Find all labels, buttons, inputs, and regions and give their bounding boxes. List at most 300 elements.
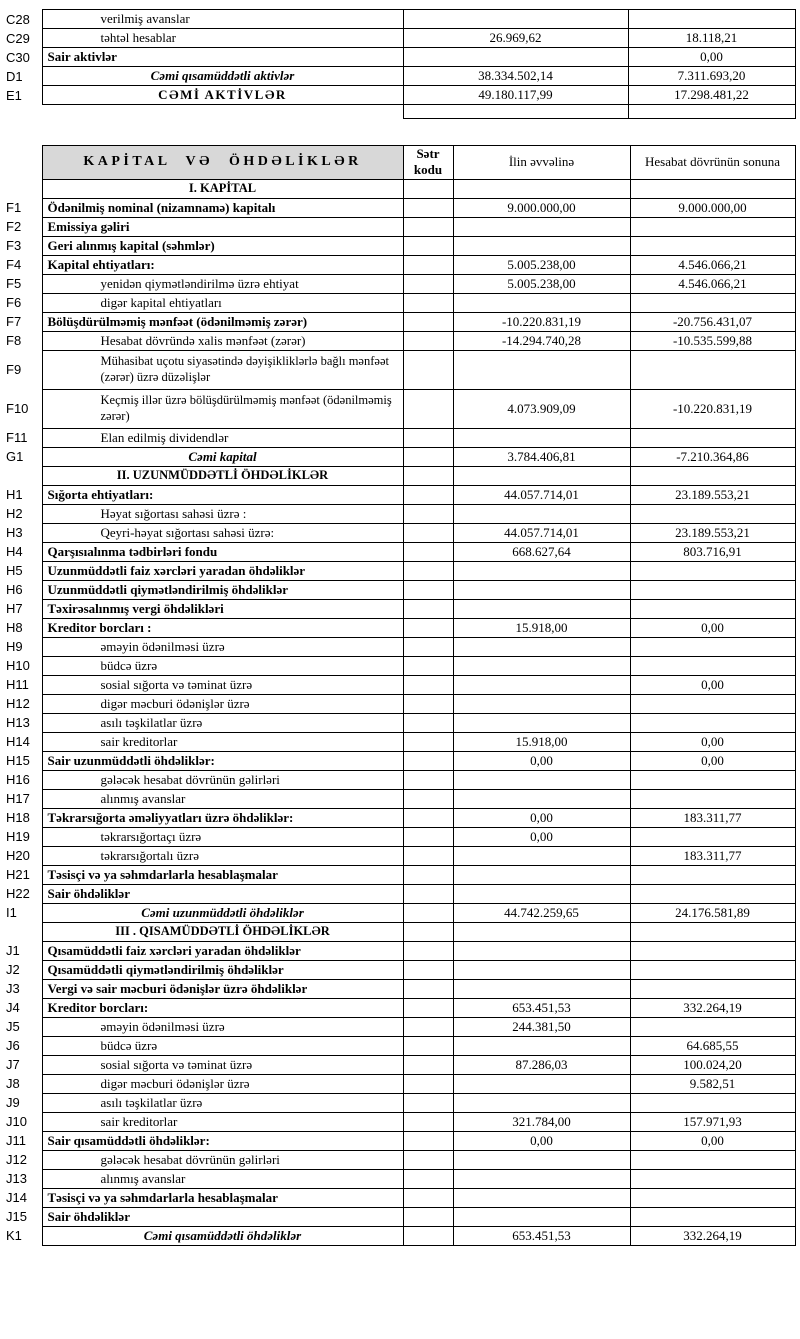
row-code-label: H14 bbox=[5, 732, 42, 751]
row-code-label: I1 bbox=[5, 903, 42, 922]
row-label: əməyin ödənilməsi üzrə bbox=[42, 1017, 403, 1036]
value-period-end bbox=[630, 561, 795, 580]
row-satr-kodu-cell bbox=[403, 656, 453, 675]
row-satr-kodu-cell bbox=[403, 389, 453, 428]
row-satr-kodu-cell bbox=[403, 580, 453, 599]
row-label: alınmış avanslar bbox=[42, 1169, 403, 1188]
row-label: Kapital ehtiyatları: bbox=[42, 255, 403, 274]
table-row bbox=[5, 1112, 795, 1131]
row-label: təkrarsığortalı üzrə bbox=[42, 846, 403, 865]
row-code-label: C28 bbox=[5, 10, 42, 29]
table-row bbox=[5, 808, 795, 827]
table-row bbox=[5, 29, 795, 48]
table-row bbox=[5, 1055, 795, 1074]
value-period-begin: 9.000.000,00 bbox=[453, 198, 630, 217]
value-period-begin bbox=[453, 428, 630, 447]
row-code-label: F8 bbox=[5, 331, 42, 350]
value-period-begin: 15.918,00 bbox=[453, 618, 630, 637]
value-period-end: 0,00 bbox=[630, 751, 795, 770]
row-code-label: F5 bbox=[5, 274, 42, 293]
row-label: Mühasibat uçotu siyasətində dəyişikliklərlə bağlı mənfəət (zərər) üzrə düzəlişlər bbox=[42, 350, 403, 389]
table-row bbox=[5, 1131, 795, 1150]
value-period-end bbox=[630, 1150, 795, 1169]
row-code-label: J8 bbox=[5, 1074, 42, 1093]
row-satr-kodu-cell bbox=[403, 941, 453, 960]
row-satr-kodu-cell bbox=[403, 1093, 453, 1112]
value-period-begin: 5.005.238,00 bbox=[453, 274, 630, 293]
row-code-label: H2 bbox=[5, 504, 42, 523]
value-period-end bbox=[630, 236, 795, 255]
row-satr-kodu-cell bbox=[403, 808, 453, 827]
row-code-label: J14 bbox=[5, 1188, 42, 1207]
row-code-label: J9 bbox=[5, 1093, 42, 1112]
row-label: əməyin ödənilməsi üzrə bbox=[42, 637, 403, 656]
table-row bbox=[5, 293, 795, 312]
table-header-row bbox=[5, 146, 795, 180]
row-label: Qısamüddətli faiz xərcləri yaradan öhdəliklər bbox=[42, 941, 403, 960]
row-code-label: H6 bbox=[5, 580, 42, 599]
row-satr-kodu-cell bbox=[403, 1074, 453, 1093]
value-period-begin: 0,00 bbox=[453, 1131, 630, 1150]
table-row bbox=[5, 1188, 795, 1207]
row-code-label bbox=[5, 179, 42, 198]
value-period-begin: 38.334.502,14 bbox=[403, 67, 628, 86]
value-period-begin bbox=[453, 865, 630, 884]
row-code-label: F11 bbox=[5, 428, 42, 447]
table-row bbox=[5, 827, 795, 846]
value-period-begin bbox=[403, 105, 628, 119]
row-code-label: J6 bbox=[5, 1036, 42, 1055]
value-period-end: 23.189.553,21 bbox=[630, 485, 795, 504]
table-row bbox=[5, 1093, 795, 1112]
value-period-end bbox=[630, 1207, 795, 1226]
row-code-label: H1 bbox=[5, 485, 42, 504]
value-period-end: 7.311.693,20 bbox=[628, 67, 795, 86]
row-code-label: H22 bbox=[5, 884, 42, 903]
row-satr-kodu-cell bbox=[403, 922, 453, 941]
row-code-label: H16 bbox=[5, 770, 42, 789]
row-code-label: H8 bbox=[5, 618, 42, 637]
table-row bbox=[5, 998, 795, 1017]
row-satr-kodu-cell bbox=[403, 523, 453, 542]
value-period-end: 18.118,21 bbox=[628, 29, 795, 48]
row-satr-kodu-cell bbox=[403, 1188, 453, 1207]
table-row bbox=[5, 485, 795, 504]
value-period-begin: 44.057.714,01 bbox=[453, 523, 630, 542]
value-period-begin bbox=[453, 1169, 630, 1188]
table-row bbox=[5, 86, 795, 105]
value-period-end bbox=[630, 770, 795, 789]
table-row bbox=[5, 1150, 795, 1169]
table-row bbox=[5, 580, 795, 599]
value-period-begin: 0,00 bbox=[453, 751, 630, 770]
row-satr-kodu-cell bbox=[403, 618, 453, 637]
value-period-end: -10.535.599,88 bbox=[630, 331, 795, 350]
column-header-period-begin: İlin əvvəlinə bbox=[453, 146, 630, 180]
row-label: gələcək hesabat dövrünün gəlirləri bbox=[42, 770, 403, 789]
table-row bbox=[5, 656, 795, 675]
value-period-end bbox=[630, 580, 795, 599]
row-label: Təsisçi və ya səhmdarlarla hesablaşmalar bbox=[42, 865, 403, 884]
value-period-end: 4.546.066,21 bbox=[630, 255, 795, 274]
row-satr-kodu-cell bbox=[403, 960, 453, 979]
table-row bbox=[5, 504, 795, 523]
row-code-label: H11 bbox=[5, 675, 42, 694]
table-row bbox=[5, 331, 795, 350]
row-label: Kreditor borcları : bbox=[42, 618, 403, 637]
row-code-label: F1 bbox=[5, 198, 42, 217]
row-label: Həyat sığortası sahəsi üzrə : bbox=[42, 504, 403, 523]
table-row bbox=[5, 979, 795, 998]
value-period-end bbox=[630, 1188, 795, 1207]
value-period-end bbox=[630, 922, 795, 941]
row-label: Elan edilmiş dividendlər bbox=[42, 428, 403, 447]
row-code-label: D1 bbox=[5, 67, 42, 86]
value-period-end bbox=[630, 694, 795, 713]
row-satr-kodu-cell bbox=[403, 827, 453, 846]
table-row bbox=[5, 67, 795, 86]
value-period-begin: 653.451,53 bbox=[453, 1226, 630, 1245]
row-label: büdcə üzrə bbox=[42, 1036, 403, 1055]
row-code-label: K1 bbox=[5, 1226, 42, 1245]
value-period-begin bbox=[453, 846, 630, 865]
value-period-begin: 3.784.406,81 bbox=[453, 447, 630, 466]
value-period-begin bbox=[453, 561, 630, 580]
row-label: digər məcburi ödənişlər üzrə bbox=[42, 694, 403, 713]
value-period-begin bbox=[403, 10, 628, 29]
row-satr-kodu-cell bbox=[403, 770, 453, 789]
row-code-label: H3 bbox=[5, 523, 42, 542]
table-row bbox=[5, 105, 795, 119]
row-code-label: J1 bbox=[5, 941, 42, 960]
value-period-end bbox=[628, 10, 795, 29]
row-code-label: H20 bbox=[5, 846, 42, 865]
value-period-end bbox=[630, 1017, 795, 1036]
row-satr-kodu-cell bbox=[403, 637, 453, 656]
value-period-begin bbox=[453, 941, 630, 960]
value-period-end bbox=[630, 884, 795, 903]
value-period-end bbox=[630, 599, 795, 618]
row-code-label: F2 bbox=[5, 217, 42, 236]
value-period-end: 0,00 bbox=[630, 675, 795, 694]
row-satr-kodu-cell bbox=[403, 751, 453, 770]
column-header-period-end: Hesabat dövrünün sonuna bbox=[630, 146, 795, 180]
value-period-begin: 44.742.259,65 bbox=[453, 903, 630, 922]
row-label: Qarşısıalınma tədbirləri fondu bbox=[42, 542, 403, 561]
value-period-begin bbox=[453, 713, 630, 732]
row-code-label: J3 bbox=[5, 979, 42, 998]
row-code-label bbox=[5, 105, 42, 119]
row-label: Uzunmüddətli faiz xərcləri yaradan öhdəliklər bbox=[42, 561, 403, 580]
value-period-end bbox=[628, 105, 795, 119]
table-row bbox=[5, 542, 795, 561]
table-row bbox=[5, 599, 795, 618]
value-period-end: 64.685,55 bbox=[630, 1036, 795, 1055]
row-satr-kodu-cell bbox=[403, 1207, 453, 1226]
row-satr-kodu-cell bbox=[403, 1169, 453, 1188]
table-row bbox=[5, 1207, 795, 1226]
row-satr-kodu-cell bbox=[403, 350, 453, 389]
value-period-end bbox=[630, 827, 795, 846]
table-row bbox=[5, 447, 795, 466]
row-code-label: H4 bbox=[5, 542, 42, 561]
table-row bbox=[5, 179, 795, 198]
row-label: Təxirəsalınmış vergi öhdəlikləri bbox=[42, 599, 403, 618]
row-code-label: F3 bbox=[5, 236, 42, 255]
table-row bbox=[5, 941, 795, 960]
row-satr-kodu-cell bbox=[403, 884, 453, 903]
value-period-begin bbox=[453, 694, 630, 713]
row-satr-kodu-cell bbox=[403, 1112, 453, 1131]
row-label: Təkrarsığorta əməliyyatları üzrə öhdəliklər: bbox=[42, 808, 403, 827]
value-period-begin bbox=[453, 1074, 630, 1093]
row-code-label: C29 bbox=[5, 29, 42, 48]
table-row bbox=[5, 236, 795, 255]
row-satr-kodu-cell bbox=[403, 485, 453, 504]
row-code-label: J15 bbox=[5, 1207, 42, 1226]
value-period-end: 9.582,51 bbox=[630, 1074, 795, 1093]
value-period-begin bbox=[453, 789, 630, 808]
row-label: təkrarsığortaçı üzrə bbox=[42, 827, 403, 846]
row-satr-kodu-cell bbox=[403, 312, 453, 331]
value-period-begin: 26.969,62 bbox=[403, 29, 628, 48]
value-period-begin bbox=[453, 217, 630, 236]
value-period-end: -10.220.831,19 bbox=[630, 389, 795, 428]
assets-table-fragment bbox=[5, 9, 796, 119]
value-period-end bbox=[630, 217, 795, 236]
row-code-label bbox=[5, 466, 42, 485]
row-satr-kodu-cell bbox=[403, 217, 453, 236]
row-label: Cəmi qısamüddətli aktivlər bbox=[42, 67, 403, 86]
row-satr-kodu-cell bbox=[403, 732, 453, 751]
row-code-label: H7 bbox=[5, 599, 42, 618]
row-label: Uzunmüddətli qiymətləndirilmiş öhdəliklər bbox=[42, 580, 403, 599]
value-period-end bbox=[630, 466, 795, 485]
row-code-label: H19 bbox=[5, 827, 42, 846]
table-row bbox=[5, 903, 795, 922]
row-label: Bölüşdürülməmiş mənfəət (ödənilməmiş zərər) bbox=[42, 312, 403, 331]
value-period-end bbox=[630, 865, 795, 884]
value-period-end bbox=[630, 1169, 795, 1188]
table-row bbox=[5, 865, 795, 884]
table-row bbox=[5, 884, 795, 903]
row-code-label: H17 bbox=[5, 789, 42, 808]
row-code-label: H15 bbox=[5, 751, 42, 770]
row-code-label: H9 bbox=[5, 637, 42, 656]
row-label: büdcə üzrə bbox=[42, 656, 403, 675]
row-label: Qısamüddətli qiymətləndirilmiş öhdəliklər bbox=[42, 960, 403, 979]
row-satr-kodu-cell bbox=[403, 447, 453, 466]
value-period-begin bbox=[453, 960, 630, 979]
table-row bbox=[5, 694, 795, 713]
value-period-end bbox=[630, 656, 795, 675]
value-period-end bbox=[630, 1093, 795, 1112]
value-period-end: 9.000.000,00 bbox=[630, 198, 795, 217]
value-period-begin bbox=[453, 599, 630, 618]
value-period-begin bbox=[453, 770, 630, 789]
value-period-begin bbox=[453, 675, 630, 694]
row-satr-kodu-cell bbox=[403, 293, 453, 312]
table-row bbox=[5, 466, 795, 485]
row-code-label bbox=[5, 922, 42, 941]
row-label: sair kreditorlar bbox=[42, 1112, 403, 1131]
row-label: digər kapital ehtiyatları bbox=[42, 293, 403, 312]
value-period-end: 100.024,20 bbox=[630, 1055, 795, 1074]
row-code-label: H5 bbox=[5, 561, 42, 580]
row-label: Təsisçi və ya səhmdarlarla hesablaşmalar bbox=[42, 1188, 403, 1207]
row-label: Cəmi qısamüddətli öhdəliklər bbox=[42, 1226, 403, 1245]
table-row bbox=[5, 713, 795, 732]
row-satr-kodu-cell bbox=[403, 713, 453, 732]
value-period-begin bbox=[453, 979, 630, 998]
value-period-begin bbox=[453, 1036, 630, 1055]
row-label: sosial sığorta və təminat üzrə bbox=[42, 675, 403, 694]
value-period-end: 0,00 bbox=[630, 1131, 795, 1150]
value-period-end: 157.971,93 bbox=[630, 1112, 795, 1131]
value-period-end bbox=[630, 637, 795, 656]
table-row bbox=[5, 637, 795, 656]
value-period-end bbox=[630, 713, 795, 732]
value-period-begin bbox=[453, 1207, 630, 1226]
row-label: Sair qısamüddətli öhdəliklər: bbox=[42, 1131, 403, 1150]
table-row bbox=[5, 198, 795, 217]
value-period-begin: 15.918,00 bbox=[453, 732, 630, 751]
row-label: gələcək hesabat dövrünün gəlirləri bbox=[42, 1150, 403, 1169]
value-period-begin: 4.073.909,09 bbox=[453, 389, 630, 428]
row-code-label: C30 bbox=[5, 48, 42, 67]
value-period-begin bbox=[453, 466, 630, 485]
value-period-end bbox=[630, 179, 795, 198]
row-code-label: H21 bbox=[5, 865, 42, 884]
row-code-label: J10 bbox=[5, 1112, 42, 1131]
value-period-begin bbox=[453, 884, 630, 903]
table-row bbox=[5, 1169, 795, 1188]
value-period-end: 0,00 bbox=[630, 732, 795, 751]
row-code-label: F6 bbox=[5, 293, 42, 312]
row-label: Sığorta ehtiyatları: bbox=[42, 485, 403, 504]
row-code-label: H12 bbox=[5, 694, 42, 713]
row-code-label: E1 bbox=[5, 86, 42, 105]
value-period-end: 4.546.066,21 bbox=[630, 274, 795, 293]
row-satr-kodu-cell bbox=[403, 846, 453, 865]
value-period-end: 17.298.481,22 bbox=[628, 86, 795, 105]
row-label: III . QISAMÜDDƏTLİ ÖHDƏLİKLƏR bbox=[42, 922, 403, 941]
row-satr-kodu-cell bbox=[403, 331, 453, 350]
row-code-label: H10 bbox=[5, 656, 42, 675]
row-label: Sair uzunmüddətli öhdəliklər: bbox=[42, 751, 403, 770]
liabilities-table bbox=[5, 145, 796, 1246]
value-period-end: 332.264,19 bbox=[630, 1226, 795, 1245]
value-period-end bbox=[630, 350, 795, 389]
table-row bbox=[5, 10, 795, 29]
value-period-begin: 44.057.714,01 bbox=[453, 485, 630, 504]
value-period-begin: 653.451,53 bbox=[453, 998, 630, 1017]
value-period-end bbox=[630, 979, 795, 998]
value-period-begin bbox=[453, 504, 630, 523]
table-row bbox=[5, 255, 795, 274]
value-period-end: 183.311,77 bbox=[630, 808, 795, 827]
value-period-begin bbox=[453, 293, 630, 312]
value-period-end bbox=[630, 789, 795, 808]
value-period-begin: 244.381,50 bbox=[453, 1017, 630, 1036]
value-period-begin bbox=[453, 1188, 630, 1207]
value-period-end bbox=[630, 941, 795, 960]
row-label: Cəmi uzunmüddətli öhdəliklər bbox=[42, 903, 403, 922]
row-label: sosial sığorta və təminat üzrə bbox=[42, 1055, 403, 1074]
table-row bbox=[5, 274, 795, 293]
row-label bbox=[42, 105, 403, 119]
row-satr-kodu-cell bbox=[403, 865, 453, 884]
row-satr-kodu-cell bbox=[403, 979, 453, 998]
row-code-label: F7 bbox=[5, 312, 42, 331]
value-period-end bbox=[630, 428, 795, 447]
row-satr-kodu-cell bbox=[403, 1150, 453, 1169]
table-row bbox=[5, 1074, 795, 1093]
value-period-begin bbox=[453, 179, 630, 198]
row-code-label: J13 bbox=[5, 1169, 42, 1188]
row-satr-kodu-cell bbox=[403, 198, 453, 217]
row-satr-kodu-cell bbox=[403, 1131, 453, 1150]
row-label: Keçmiş illər üzrə bölüşdürülməmiş mənfəət (ödənilməmiş zərər) bbox=[42, 389, 403, 428]
row-satr-kodu-cell bbox=[403, 179, 453, 198]
row-label: Kreditor borcları: bbox=[42, 998, 403, 1017]
row-satr-kodu-cell bbox=[403, 1226, 453, 1245]
row-code-label: F9 bbox=[5, 350, 42, 389]
value-period-begin bbox=[453, 1150, 630, 1169]
value-period-begin bbox=[453, 922, 630, 941]
row-code-label: F10 bbox=[5, 389, 42, 428]
row-satr-kodu-cell bbox=[403, 561, 453, 580]
value-period-end bbox=[630, 504, 795, 523]
value-period-end: 0,00 bbox=[630, 618, 795, 637]
row-label: Sair öhdəliklər bbox=[42, 884, 403, 903]
value-period-end: 24.176.581,89 bbox=[630, 903, 795, 922]
row-label: Geri alınmış kapital (səhmlər) bbox=[42, 236, 403, 255]
value-period-begin: 5.005.238,00 bbox=[453, 255, 630, 274]
value-period-begin bbox=[403, 48, 628, 67]
row-label: Hesabat dövründə xalis mənfəət (zərər) bbox=[42, 331, 403, 350]
value-period-begin bbox=[453, 236, 630, 255]
row-code-label: J12 bbox=[5, 1150, 42, 1169]
table-row bbox=[5, 1226, 795, 1245]
row-satr-kodu-cell bbox=[403, 599, 453, 618]
row-code-label: J7 bbox=[5, 1055, 42, 1074]
table-row bbox=[5, 789, 795, 808]
table-row bbox=[5, 922, 795, 941]
row-satr-kodu-cell bbox=[403, 903, 453, 922]
value-period-begin bbox=[453, 350, 630, 389]
row-satr-kodu-cell bbox=[403, 255, 453, 274]
value-period-begin: 668.627,64 bbox=[453, 542, 630, 561]
row-label: II. UZUNMÜDDƏTLİ ÖHDƏLİKLƏR bbox=[42, 466, 403, 485]
row-satr-kodu-cell bbox=[403, 274, 453, 293]
value-period-end: 332.264,19 bbox=[630, 998, 795, 1017]
value-period-end: 183.311,77 bbox=[630, 846, 795, 865]
row-label: I. KAPİTAL bbox=[42, 179, 403, 198]
value-period-begin: 0,00 bbox=[453, 808, 630, 827]
table-row bbox=[5, 770, 795, 789]
row-label: sair kreditorlar bbox=[42, 732, 403, 751]
value-period-begin: 87.286,03 bbox=[453, 1055, 630, 1074]
row-label: Sair öhdəliklər bbox=[42, 1207, 403, 1226]
value-period-end: -20.756.431,07 bbox=[630, 312, 795, 331]
table-row bbox=[5, 618, 795, 637]
row-label: alınmış avanslar bbox=[42, 789, 403, 808]
row-label: Qeyri-həyat sığortası sahəsi üzrə: bbox=[42, 523, 403, 542]
value-period-begin bbox=[453, 637, 630, 656]
value-period-begin: 0,00 bbox=[453, 827, 630, 846]
row-code-label: H18 bbox=[5, 808, 42, 827]
